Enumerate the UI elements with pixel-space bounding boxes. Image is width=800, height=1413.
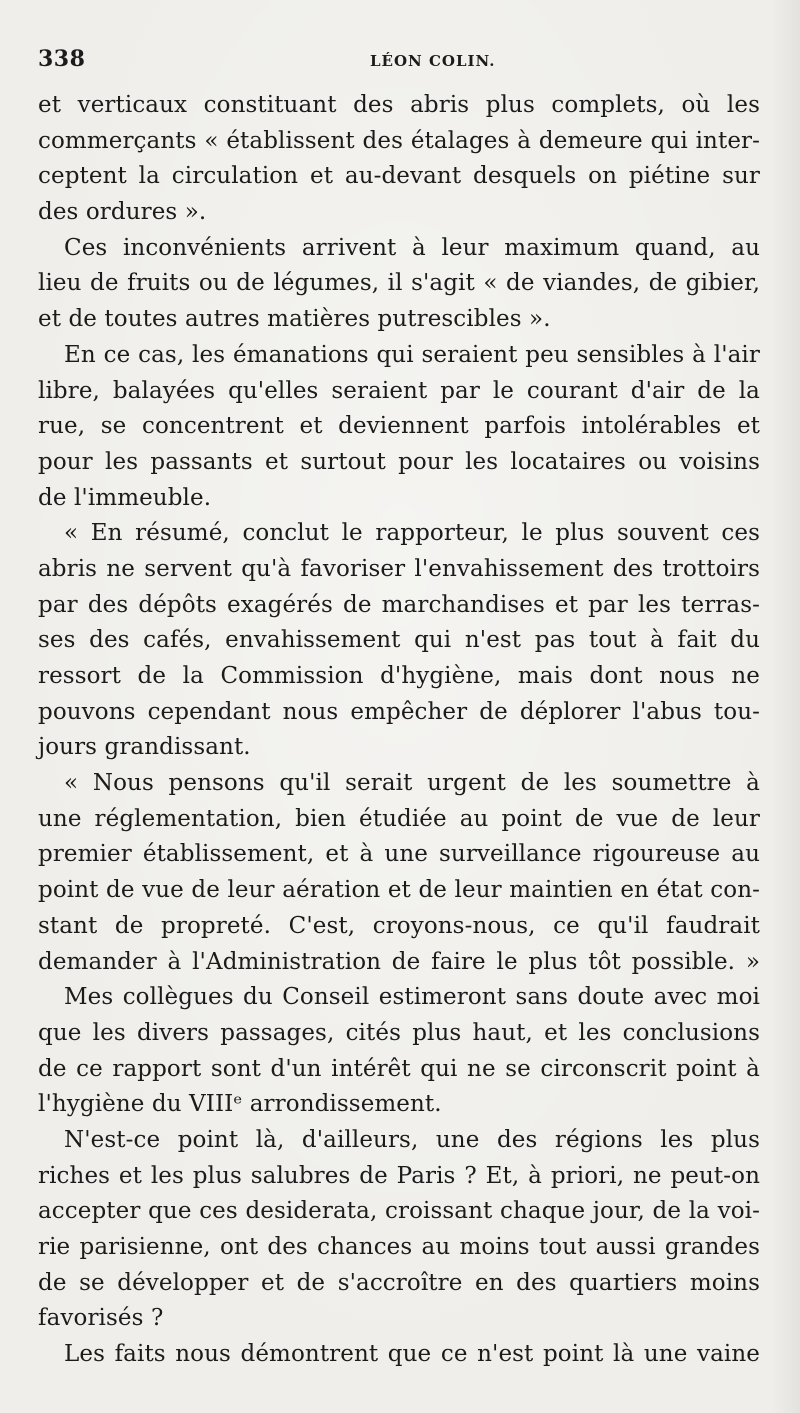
text-line: pour les passants et surtout pour les locataires ou voisins [38,448,760,475]
page-number: 338 [38,46,86,72]
text-line: libre, balayées qu'elles seraient par le courant d'air de la [38,377,760,404]
text-line: ceptent la circulation et au-devant desquels on piétine sur [38,163,760,190]
text-line: N'est-ce point là, d'ailleurs, une des régions les plus [64,1126,760,1153]
text-line: stant de propreté. C'est, croyons-nous, ce qu'il faudrait [38,912,760,939]
text-line: lieu de fruits ou de légumes, il s'agit « de viandes, de gibier, [38,270,760,297]
text-line: accepter que ces desiderata, croissant chaque jour, de la voi- [38,1198,760,1225]
text-line: Ces inconvénients arrivent à leur maximum quand, au [64,234,760,261]
text-line: rue, se concentrent et deviennent parfois intolérables et [38,413,760,440]
text-line: par des dépôts exagérés de marchandises et par les terras- [38,591,760,618]
text-line: jours grandissant. [38,734,251,761]
text-line: abris ne servent qu'à favoriser l'envahissement des trottoirs [38,555,760,582]
text-line: riches et les plus salubres de Paris ? Et, à priori, ne peut-on [38,1162,760,1189]
text-line: l'hygiène du VIIIᵉ arrondissement. [38,1091,442,1118]
text-line: et verticaux constituant des abris plus complets, où les [38,92,760,118]
text-line: que les divers passages, cités plus haut, et les conclusions [38,1019,760,1046]
text-line: une réglementation, bien étudiée au point de vue de leur [38,805,760,832]
page-edge-shadow [770,0,800,1413]
text-line: de l'immeuble. [38,484,212,511]
body-text [38,88,760,1373]
text-line: « Nous pensons qu'il serait urgent de les soumettre à [64,770,760,797]
text-line: « En résumé, conclut le rapporteur, le plus souvent ces [64,520,760,547]
text-line: de se développer et de s'accroître en des quartiers moins [38,1269,760,1296]
text-line: premier établissement, et à une surveillance rigoureuse au [38,841,760,868]
text-line: demander à l'Administration de faire le plus tôt possible. » [38,948,760,975]
text-line: des ordures ». [38,199,207,226]
text-line: point de vue de leur aération et de leur maintien en état con- [38,877,760,904]
text-line: ressort de la Commission d'hygiène, mais dont nous ne [38,663,760,689]
text-line: rie parisienne, ont des chances au moins tout aussi grandes [38,1234,760,1260]
text-line: pouvons cependant nous empêcher de déplorer l'abus tou- [38,698,760,725]
text-line: de ce rapport sont d'un intérêt qui ne se circonscrit point à [38,1055,760,1082]
text-line: ses des cafés, envahissement qui n'est pas tout à fait du [38,627,760,654]
text-line: commerçants « établissent des étalages à demeure qui inter- [38,127,760,154]
running-head: LÉON COLIN. [370,52,496,70]
text-line: Les faits nous démontrent que ce n'est point là une vaine [64,1341,760,1368]
text-line: Mes collègues du Conseil estimeront sans doute avec moi [64,984,760,1011]
page-header [38,46,760,78]
text-line: et de toutes autres matières putrescibles ». [38,306,551,333]
text-line: favorisés ? [38,1305,164,1332]
text-line: En ce cas, les émanations qui seraient peu sensibles à l'air [64,341,760,368]
